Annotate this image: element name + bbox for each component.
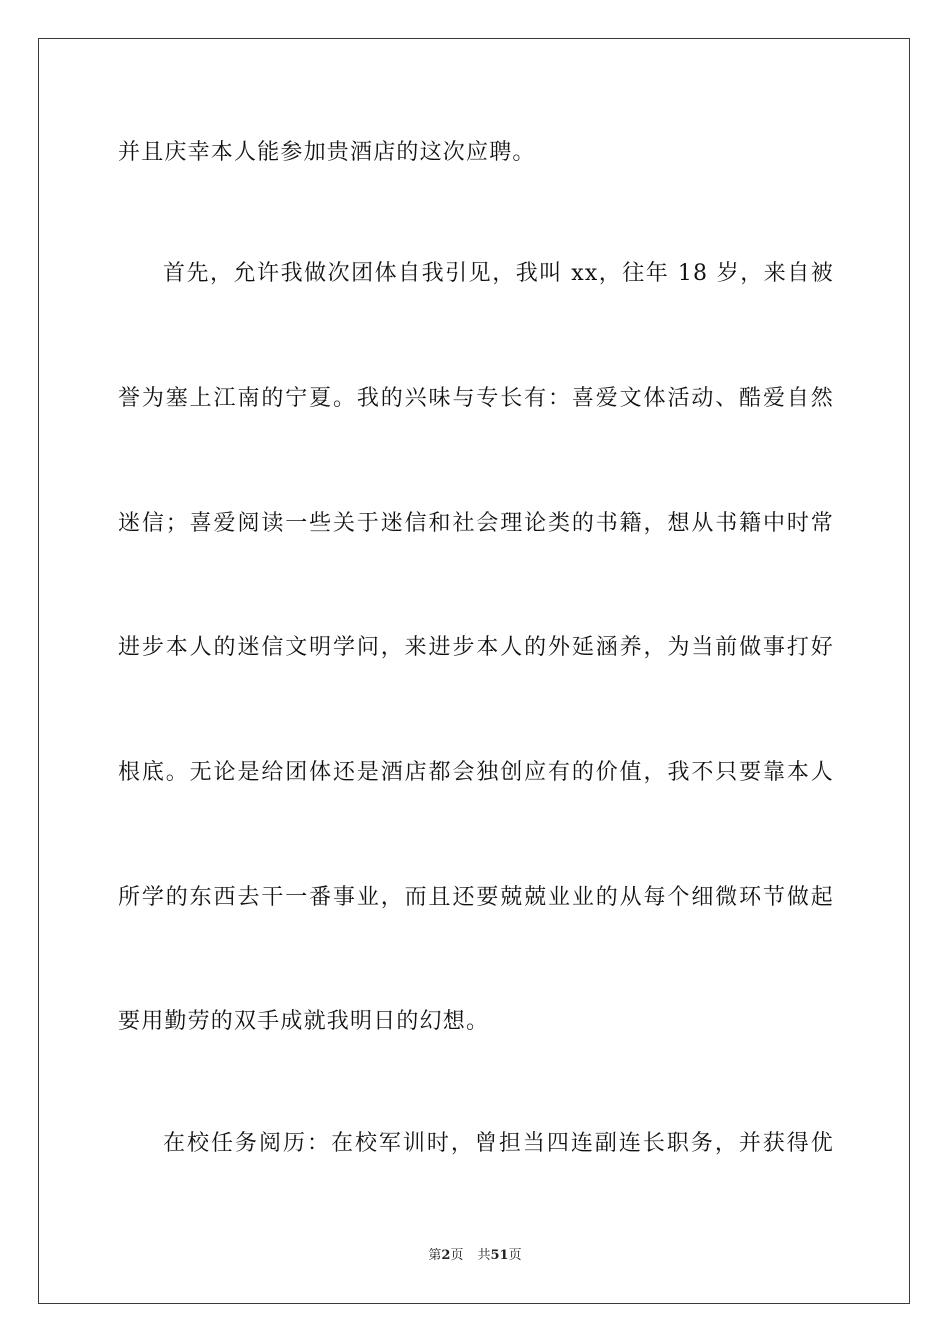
paragraph-line: 根底。无论是给团体还是酒店都会独创应有的价值，我不只要靠本人 xyxy=(118,760,834,785)
footer-total-prefix: 共 xyxy=(477,1248,491,1263)
paragraph-line: 誉为塞上江南的宁夏。我的兴味与专长有：喜爱文体活动、酷爱自然 xyxy=(118,386,834,411)
paragraph-line: 要用勤劳的双手成就我明日的幻想。 xyxy=(118,1009,490,1034)
paragraph-line: 并且庆幸本人能参加贵酒店的这次应聘。 xyxy=(118,140,536,165)
footer-total-suffix: 页 xyxy=(508,1248,522,1263)
page-footer xyxy=(0,1247,950,1265)
paragraph-line: 所学的东西去干一番事业，而且还要兢兢业业的从每个细微环节做起 xyxy=(118,885,834,910)
footer-page-prefix: 第 xyxy=(428,1248,442,1263)
paragraph-line: 首先，允许我做次团体自我引见，我叫 xx，往年 18 岁，来自被 xyxy=(163,261,834,286)
footer-page-suffix: 页 xyxy=(450,1248,464,1263)
paragraph-line: 进步本人的迷信文明学问，来进步本人的外延涵养，为当前做事打好 xyxy=(118,635,834,660)
footer-total-pages: 51 xyxy=(490,1248,509,1263)
page-border xyxy=(38,38,910,1304)
footer-page-number: 2 xyxy=(441,1248,451,1263)
paragraph-line: 迷信；喜爱阅读一些关于迷信和社会理论类的书籍，想从书籍中时常 xyxy=(118,511,834,536)
paragraph-line: 在校任务阅历：在校军训时，曾担当四连副连长职务，并获得优 xyxy=(163,1131,834,1156)
